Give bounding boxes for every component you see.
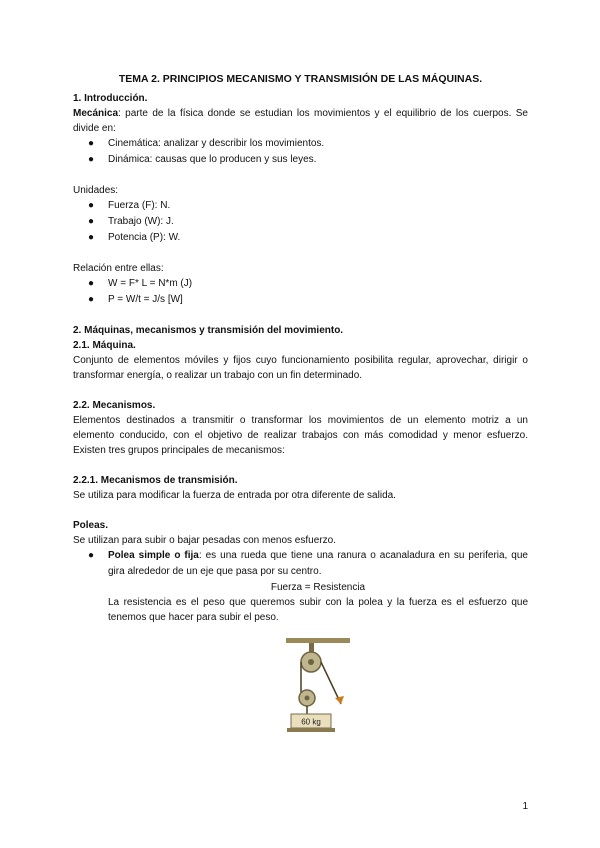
- section-2-2-text: Elementos destinados a transmitir o transformar los movimientos de un elemento motriz a un elemento conducido, con el objetivo de realizar trabajos con más comodidad y menor esfuerzo. Existen tres grupos principales de mecanismos:: [73, 415, 528, 456]
- relations-list: [73, 276, 528, 308]
- resistencia-text: La resistencia es el peso que queremos subir con la polea y la fuerza es el esfuerzo que tenemos que hacer para subir el peso.: [108, 597, 528, 623]
- section-2-1-text: Conjunto de elementos móviles y fijos cuyo funcionamiento posibilita regular, aprovechar, dirigir o transformar energía, o realizar un trabajo con un fin determinado.: [73, 355, 528, 381]
- mecanica-text: : parte de la física donde se estudian los movimientos y el equilibrio de los cuerpos. Se divide en:: [73, 108, 528, 134]
- list-item: ● Potencia (P): W.: [73, 230, 528, 246]
- section-2-heading: 2. Máquinas, mecanismos y transmisión del movimiento.: [73, 325, 344, 336]
- force-arrow: [335, 696, 344, 704]
- poleas-text: Se utilizan para subir o bajar pesadas con menos esfuerzo.: [73, 535, 336, 546]
- formula: Fuerza = Resistencia: [270, 582, 366, 593]
- bullet-icon: ●: [88, 232, 95, 243]
- bullet-icon: ●: [88, 138, 95, 149]
- polea-label: Polea simple o fija: [108, 550, 199, 561]
- list-item: [73, 548, 528, 580]
- poleas-list: [73, 548, 528, 580]
- page-number: 1: [522, 801, 528, 812]
- polea-text: : es una rueda que tiene una ranura o acanaladura en su periferia, que gira alrededor de un eje que pasa por su centro.: [108, 550, 528, 577]
- relation-label: Relación entre ellas:: [73, 263, 164, 274]
- mecanica-paragraph: [73, 106, 528, 136]
- document-page: [73, 72, 528, 625]
- ceiling-bar: [286, 638, 350, 643]
- bullet-icon: ●: [88, 550, 95, 561]
- section-2-2-1-heading: 2.2.1. Mecanismos de transmisión.: [73, 475, 238, 486]
- mecanica-label: Mecánica: [73, 108, 119, 119]
- list-item: ● Cinemática: analizar y describir los movimientos.: [73, 136, 528, 152]
- mecanica-list: [73, 136, 528, 168]
- list-item: ● P = W/t = J/s [W]: [73, 292, 528, 308]
- bullet-icon: ●: [88, 154, 95, 165]
- section-2-2-1-text: Se utiliza para modificar la fuerza de entrada por otra diferente de salida.: [73, 490, 396, 501]
- bullet-icon: ●: [88, 278, 95, 289]
- list-item: ● Dinámica: causas que lo producen y sus leyes.: [73, 152, 528, 168]
- section-1-heading: 1. Introducción.: [73, 93, 148, 104]
- poleas-heading: Poleas.: [73, 520, 109, 531]
- page-title: TEMA 2. PRINCIPIOS MECANISMO Y TRANSMISIÓN DE LAS MÁQUINAS.: [118, 73, 483, 85]
- bullet-icon: ●: [88, 294, 95, 305]
- units-list: [73, 198, 528, 246]
- list-item: ● W = F* L = N*m (J): [73, 276, 528, 292]
- list-item: ● Trabajo (W): J.: [73, 214, 528, 230]
- pulley-figure: [283, 636, 353, 734]
- bullet-icon: ●: [88, 216, 95, 227]
- weight-label: 60 kg: [301, 717, 321, 727]
- list-item: ● Fuerza (F): N.: [73, 198, 528, 214]
- bullet-icon: ●: [88, 200, 95, 211]
- section-2-1-heading: 2.1. Máquina.: [73, 340, 136, 351]
- section-2-2-heading: 2.2. Mecanismos.: [73, 400, 156, 411]
- units-label: Unidades:: [73, 185, 119, 196]
